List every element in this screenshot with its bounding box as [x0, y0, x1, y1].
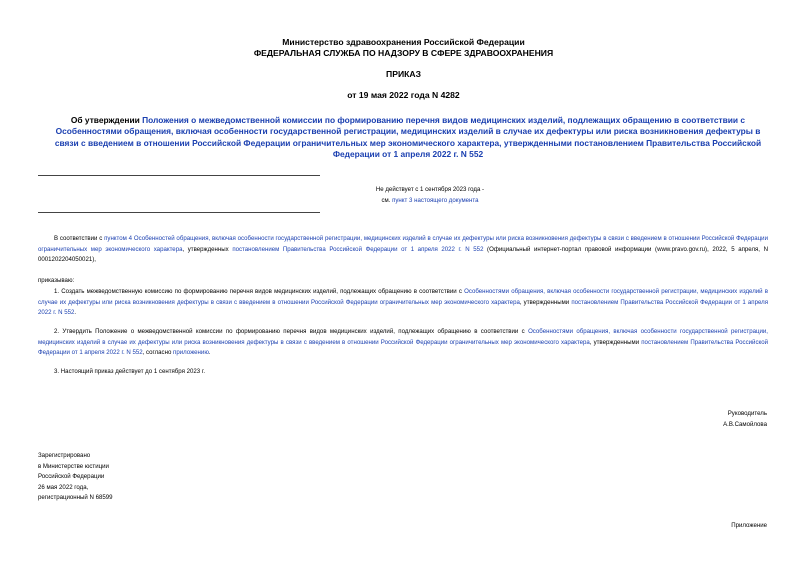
registration-line-5: регистрационный N 68599	[38, 494, 113, 502]
item2-link-2[interactable]: постановлением Правительства Российской Федерации от 1 апреля 2022 г. N 552	[38, 338, 769, 357]
item2-text-4: .	[208, 349, 211, 357]
preamble-link-1[interactable]: пунктом 4 Особенностей обращения, включая особенности государственной регистрации, медицинских изделий в случае их дефектуры или риска возникновения дефектуры в связи с введением в отношении Российской Федерации ограничительных мер экономического характера	[38, 235, 768, 253]
item-1-paragraph	[38, 287, 768, 319]
doc-date-number: от 19 мая 2022 года N 4282	[347, 90, 460, 100]
registration-line-2: в Министерстве юстиции	[38, 462, 109, 470]
appendix-label: Приложение	[731, 522, 767, 529]
preamble-text-3: (Официальный интернет-портал правовой информации (www.pravo.gov.ru), 2022, 5 апреля, N 0001202204050021),	[38, 245, 768, 264]
item2-link-3[interactable]: приложению	[173, 349, 209, 357]
title-link[interactable]: Положения о межведомственной комиссии по формированию перечня видов медицинских изделий, подлежащих обращению в соответствии с Особенностями обращения, включая особенности государственной регистрации, медицинских изделий в случае их дефектуры или риска возникновения дефектуры в связи с введением в отношении Российской Федерации ограничительных мер экономического характера, утвержденными постановлением Правительства Российской Федерации от 1 апреля 2022 г. N 552	[54, 115, 762, 160]
registration-block	[38, 451, 113, 504]
item1-text-3: .	[74, 309, 77, 317]
divider-bottom	[38, 212, 320, 213]
registration-line-3: Российской Федерации	[38, 473, 105, 481]
order-word: приказываю:	[38, 277, 75, 284]
item2-text-3: , согласно	[142, 349, 174, 357]
registration-line-1: Зарегистрировано	[38, 452, 91, 459]
preamble-text-1: В соответствии с	[54, 235, 105, 242]
status-note-link[interactable]: пункт 3 настоящего документа	[392, 197, 479, 204]
status-note-line2	[330, 195, 530, 206]
preamble-link-2[interactable]: постановлением Правительства Российской Федерации от 1 апреля 2022 г. N 552	[232, 245, 484, 253]
item2-text-2: , утвержденными	[589, 338, 642, 346]
status-note-prefix: см.	[381, 197, 393, 204]
preamble-text-2: , утвержденных	[182, 245, 233, 253]
item1-link-1[interactable]: Особенностями обращения, включая особенности государственной регистрации, медицинских изделий в случае их дефектуры или риска возникновения дефектуры в связи с введением в отношении Российской Федерации ограничительных мер экономического характера	[38, 288, 769, 306]
item1-text-1: 1. Создать межведомственную комиссию по формированию перечня видов медицинских изделий, подлежащих обращению в соответствии с	[54, 288, 465, 295]
item2-link-1[interactable]: Особенностями обращения, включая особенности государственной регистрации, медицинских изделий в случае их дефектуры или риска возникновения дефектуры в связи с введением в отношении Российской Федерации ограничительных мер экономического характера	[38, 328, 768, 346]
item1-link-2[interactable]: постановлением Правительства Российской Федерации от 1 апреля 2022 г. N 552	[38, 298, 769, 317]
doc-type: ПРИКАЗ	[386, 69, 421, 79]
item2-text-1: 2. Утвердить Положение о межведомственной комиссии по формированию перечня видов медицинских изделий, подлежащих обращению в соответствии с	[54, 328, 529, 335]
item1-text-2: , утвержденными	[519, 298, 572, 306]
service-name: ФЕДЕРАЛЬНАЯ СЛУЖБА ПО НАДЗОРУ В СФЕРЕ ЗДРАВООХРАНЕНИЯ	[253, 48, 554, 58]
registration-line-4: 26 мая 2022 года,	[38, 483, 89, 491]
doc-title	[52, 115, 764, 161]
signature-name: А.В.Самойлова	[723, 421, 767, 428]
item-2-paragraph	[38, 327, 768, 359]
title-prefix: Об утверждении	[70, 115, 143, 125]
status-note-line1: Не действует с 1 сентября 2023 года -	[375, 186, 485, 193]
divider-top	[38, 175, 320, 176]
ministry-name: Министерство здравоохранения Российской Федерации	[282, 37, 525, 47]
preamble-paragraph	[38, 234, 768, 266]
item-3-paragraph: 3. Настоящий приказ действует до 1 сентября 2023 г.	[54, 368, 206, 375]
signature-position: Руководитель	[727, 410, 767, 417]
